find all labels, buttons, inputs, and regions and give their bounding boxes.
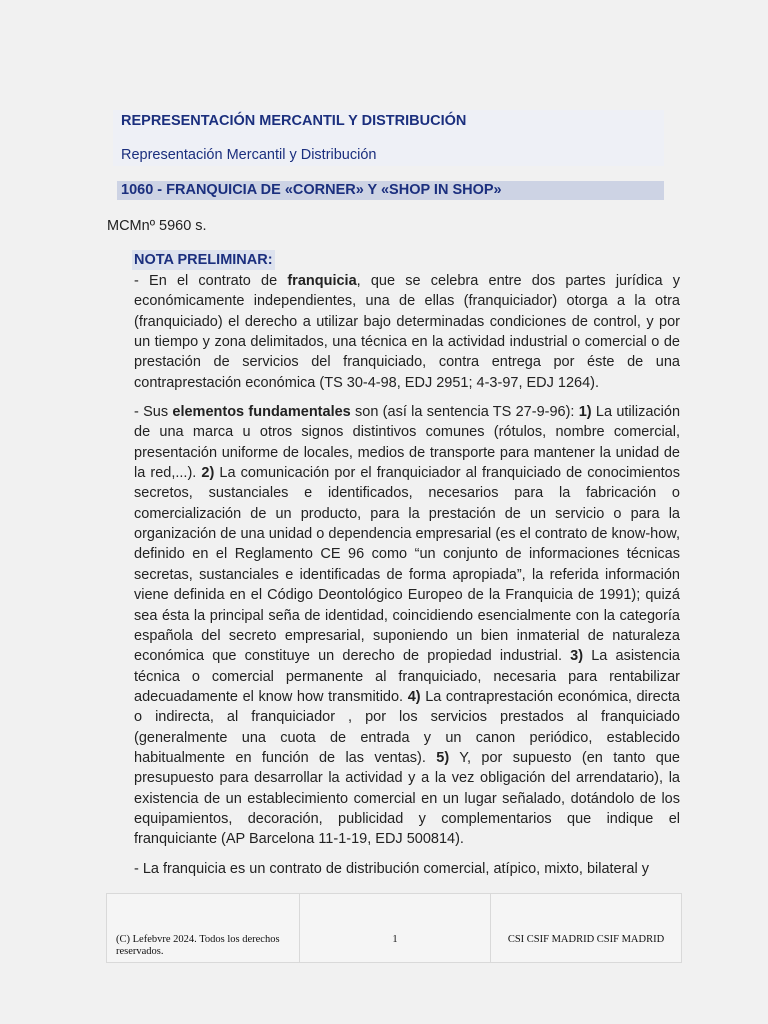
footer-owner-cell (491, 894, 681, 962)
marginal-reference: MCMnº 5960 s. (107, 218, 207, 234)
bold-text: 1) (578, 404, 592, 421)
text-run: La utilización de una marca u otros signos distintivos comunes (rótulos, nombre comercial, presentación uniforme de locales, medios de transporte para mantener la unidad de la red,...). (134, 404, 681, 482)
text-run: - La franquicia es un contrato de distribución comercial, atípico, mixto, bilateral y (134, 860, 649, 877)
note-heading: NOTA PRELIMINAR: (134, 252, 273, 268)
paragraph (134, 271, 680, 393)
footer-copyright-cell (107, 894, 300, 962)
text-run: La asistencia técnica o comercial permanente al franquiciado, necesaria para rentabilizar adecuadamente el know how transmitido. (134, 648, 680, 705)
page-footer (106, 893, 682, 963)
footer-page-number: 1 (392, 934, 398, 945)
text-run: son (así la sentencia TS 27-9-96): (350, 404, 579, 421)
section-heading: 1060 - FRANQUICIA DE «CORNER» Y «SHOP IN SHOP» (121, 182, 502, 198)
footer-page-cell (300, 894, 491, 962)
body-text (134, 271, 680, 888)
text-run: - En el contrato de (134, 273, 288, 289)
text-run: La contraprestación económica, directa o indirecta, al franquiciador , por los servicios prestados al franquiciado (generalmente una cuota de entrada y un canon periódico, establecido habitualmente en función de las ventas). (134, 688, 680, 766)
document-title: REPRESENTACIÓN MERCANTIL Y DISTRIBUCIÓN (121, 113, 467, 129)
footer-owner: CSI CSIF MADRID CSIF MADRID (507, 934, 665, 945)
document-subtitle: Representación Mercantil y Distribución (121, 147, 377, 163)
bold-text: 2) (201, 465, 215, 482)
bold-text: elementos fundamentales (172, 404, 351, 421)
paragraph (134, 859, 680, 879)
text-run: , que se celebra entre dos partes jurídica y económicamente independientes, una de ellas (franquiciador) otorga a la otra (franquiciado) el derecho a utilizar bajo determinadas condiciones de control, y por un tiempo y zona delimitados, una técnica en la actividad industrial o comercial o de prestación de servicios del franquiciado, contra entrega por éste de una contraprestación económica (TS 30-4-98, EDJ 2951; 4-3-97, EDJ 1264). (134, 273, 680, 391)
paragraph (134, 402, 680, 850)
bold-text: 5) (436, 749, 450, 766)
bold-text: franquicia (287, 273, 357, 289)
text-run: La comunicación por el franquiciador al franquiciado de conocimientos secretos, sustanciales e identificados, necesarios para la fabricación o comercialización de un producto, para la prestación de un servicio o para la organización de una unidad o dependencia empresarial (es el contrato de know-how, definido en el Reglamento CE 96 como “un conjunto de informaciones técnicas secretas, sustanciales e identificadas de forma apropiada”, la referida información viene definida en el Código Deontológico Europeo de la Franquicia de 1991); quizá sea ésta la principal seña de identidad, coincidiendo esencialmente con la categoría española del secreto empresarial, suponiendo un bien inmaterial de naturaleza económica que constituye un derecho de propiedad industrial. (134, 465, 680, 665)
text-run: Y, por supuesto (en tanto que presupuesto para desarrollar la actividad y a la vez obligación del arrendatario), la existencia de un establecimiento comercial en un lugar señalado, dotándolo de los equipamientos, decoración, publicidad y complementarios que indique el franquiciante (AP Barcelona 11-1-19, EDJ 500814). (134, 749, 680, 848)
footer-copyright: (C) Lefebvre 2024. Todos los derechos reservados. (116, 934, 280, 957)
bold-text: 3) (570, 648, 584, 665)
bold-text: 4) (407, 688, 421, 705)
text-run: - Sus (134, 404, 173, 421)
